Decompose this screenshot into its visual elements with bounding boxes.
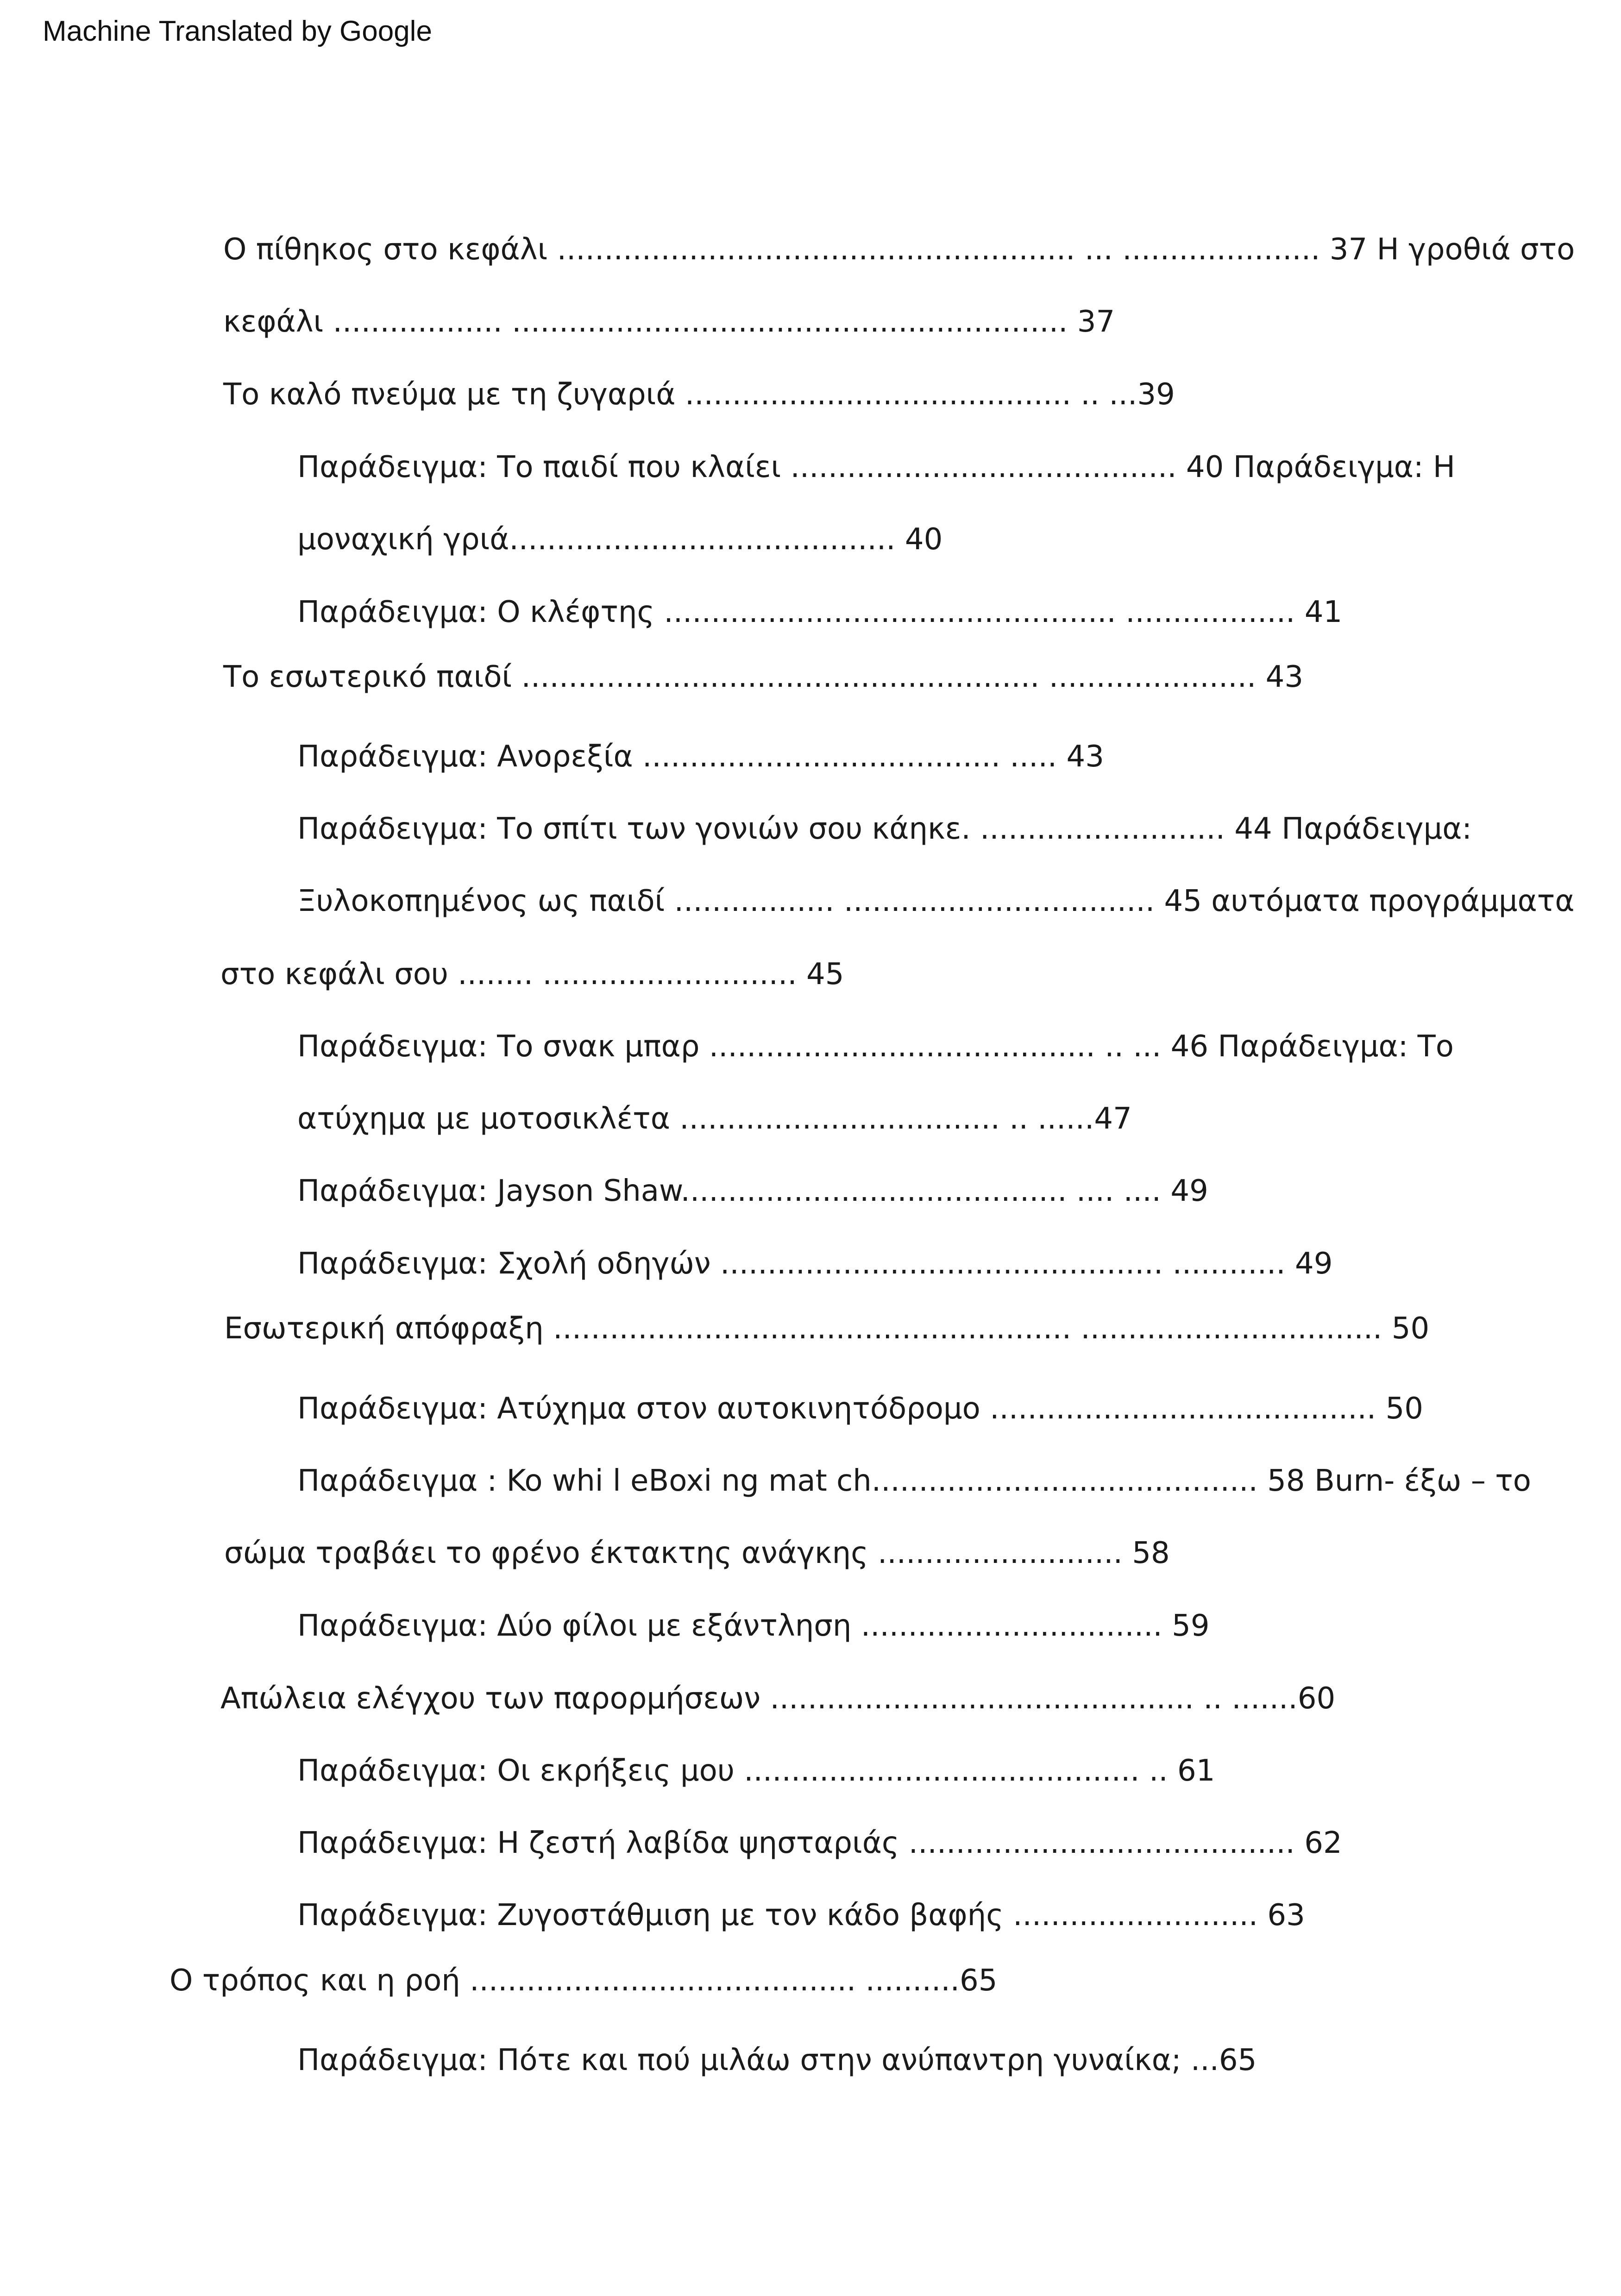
toc-line: Παράδειγμα: Το παιδί που κλαίει ......................................... 40 Παράδειγμα: Η: [297, 450, 1455, 484]
toc-line: Απώλεια ελέγχου των παρορμήσεων ............................................. .. .......60: [220, 1681, 1336, 1716]
toc-line: Το εσωτερικό παιδί ....................................................... ...................... 43: [223, 660, 1304, 694]
toc-line: Παράδειγμα: Οι εκρήξεις μου .......................................... .. 61: [297, 1754, 1215, 1788]
toc-line: Ο πίθηκος στο κεφάλι ....................................................... ... ..................... 37 Η γροθιά στο: [223, 232, 1575, 267]
toc-line: Παράδειγμα: Ανορεξία ...................................... ..... 43: [297, 740, 1104, 774]
toc-line: Παράδειγμα: Το σπίτι των γονιών σου κάηκε. .......................... 44 Παράδειγμα:: [297, 812, 1472, 846]
toc-line: Το καλό πνεύμα με τη ζυγαριά ......................................... .. ...39: [223, 377, 1175, 412]
machine-translation-banner: Machine Translated by Google: [43, 15, 432, 47]
toc-line: Παράδειγμα: Jayson Shaw......................................... .... .... 49: [297, 1174, 1208, 1208]
toc-line: Παράδειγμα: Ο κλέφτης ................................................ .................. 41: [297, 595, 1343, 629]
toc-line: Παράδειγμα: Ατύχημα στον αυτοκινητόδρομο ......................................... 50: [297, 1392, 1423, 1426]
toc-line: μοναχική γριά......................................... 40: [297, 522, 943, 557]
toc-line: Εσωτερική απόφραξη ....................................................... ................................ 50: [224, 1311, 1430, 1346]
toc-line: ατύχημα με μοτοσικλέτα .................................. .. ......47: [297, 1102, 1132, 1136]
toc-line: Παράδειγμα: Ζυγοστάθμιση με τον κάδο βαφής .......................... 63: [297, 1898, 1305, 1932]
toc-line: στο κεφάλι σου ........ ........................... 45: [220, 957, 844, 991]
toc-line: Παράδειγμα: Η ζεστή λαβίδα ψησταριάς ......................................... 62: [297, 1826, 1342, 1860]
toc-line: Ξυλοκοπημένος ως παιδί ................. ................................. 45 αυτόματα προγράμματα: [297, 884, 1575, 918]
toc-line: Παράδειγμα: Πότε και πού μιλάω στην ανύπαντρη γυναίκα; ...65: [297, 2043, 1257, 2077]
toc-line: σώμα τραβάει το φρένο έκτακτης ανάγκης .......................... 58: [224, 1536, 1170, 1570]
toc-line: Παράδειγμα: Το σνακ μπαρ ......................................... .. ... 46 Παράδειγμα: Το: [297, 1029, 1454, 1064]
toc-line: Παράδειγμα: Σχολή οδηγών ............................................... ............ 49: [297, 1247, 1333, 1281]
toc-line: Παράδειγμα: Δύο φίλοι με εξάντληση ................................ 59: [297, 1609, 1210, 1643]
toc-line: κεφάλι .................. ........................................................... 37: [223, 305, 1115, 339]
toc-line: Ο τρόπος και η ροή ......................................... ..........65: [170, 1964, 998, 1998]
toc-line: Παράδειγμα : Ko whi l eBoxi ng mat ch......................................... 58 Burn- έξω – το: [297, 1464, 1531, 1498]
